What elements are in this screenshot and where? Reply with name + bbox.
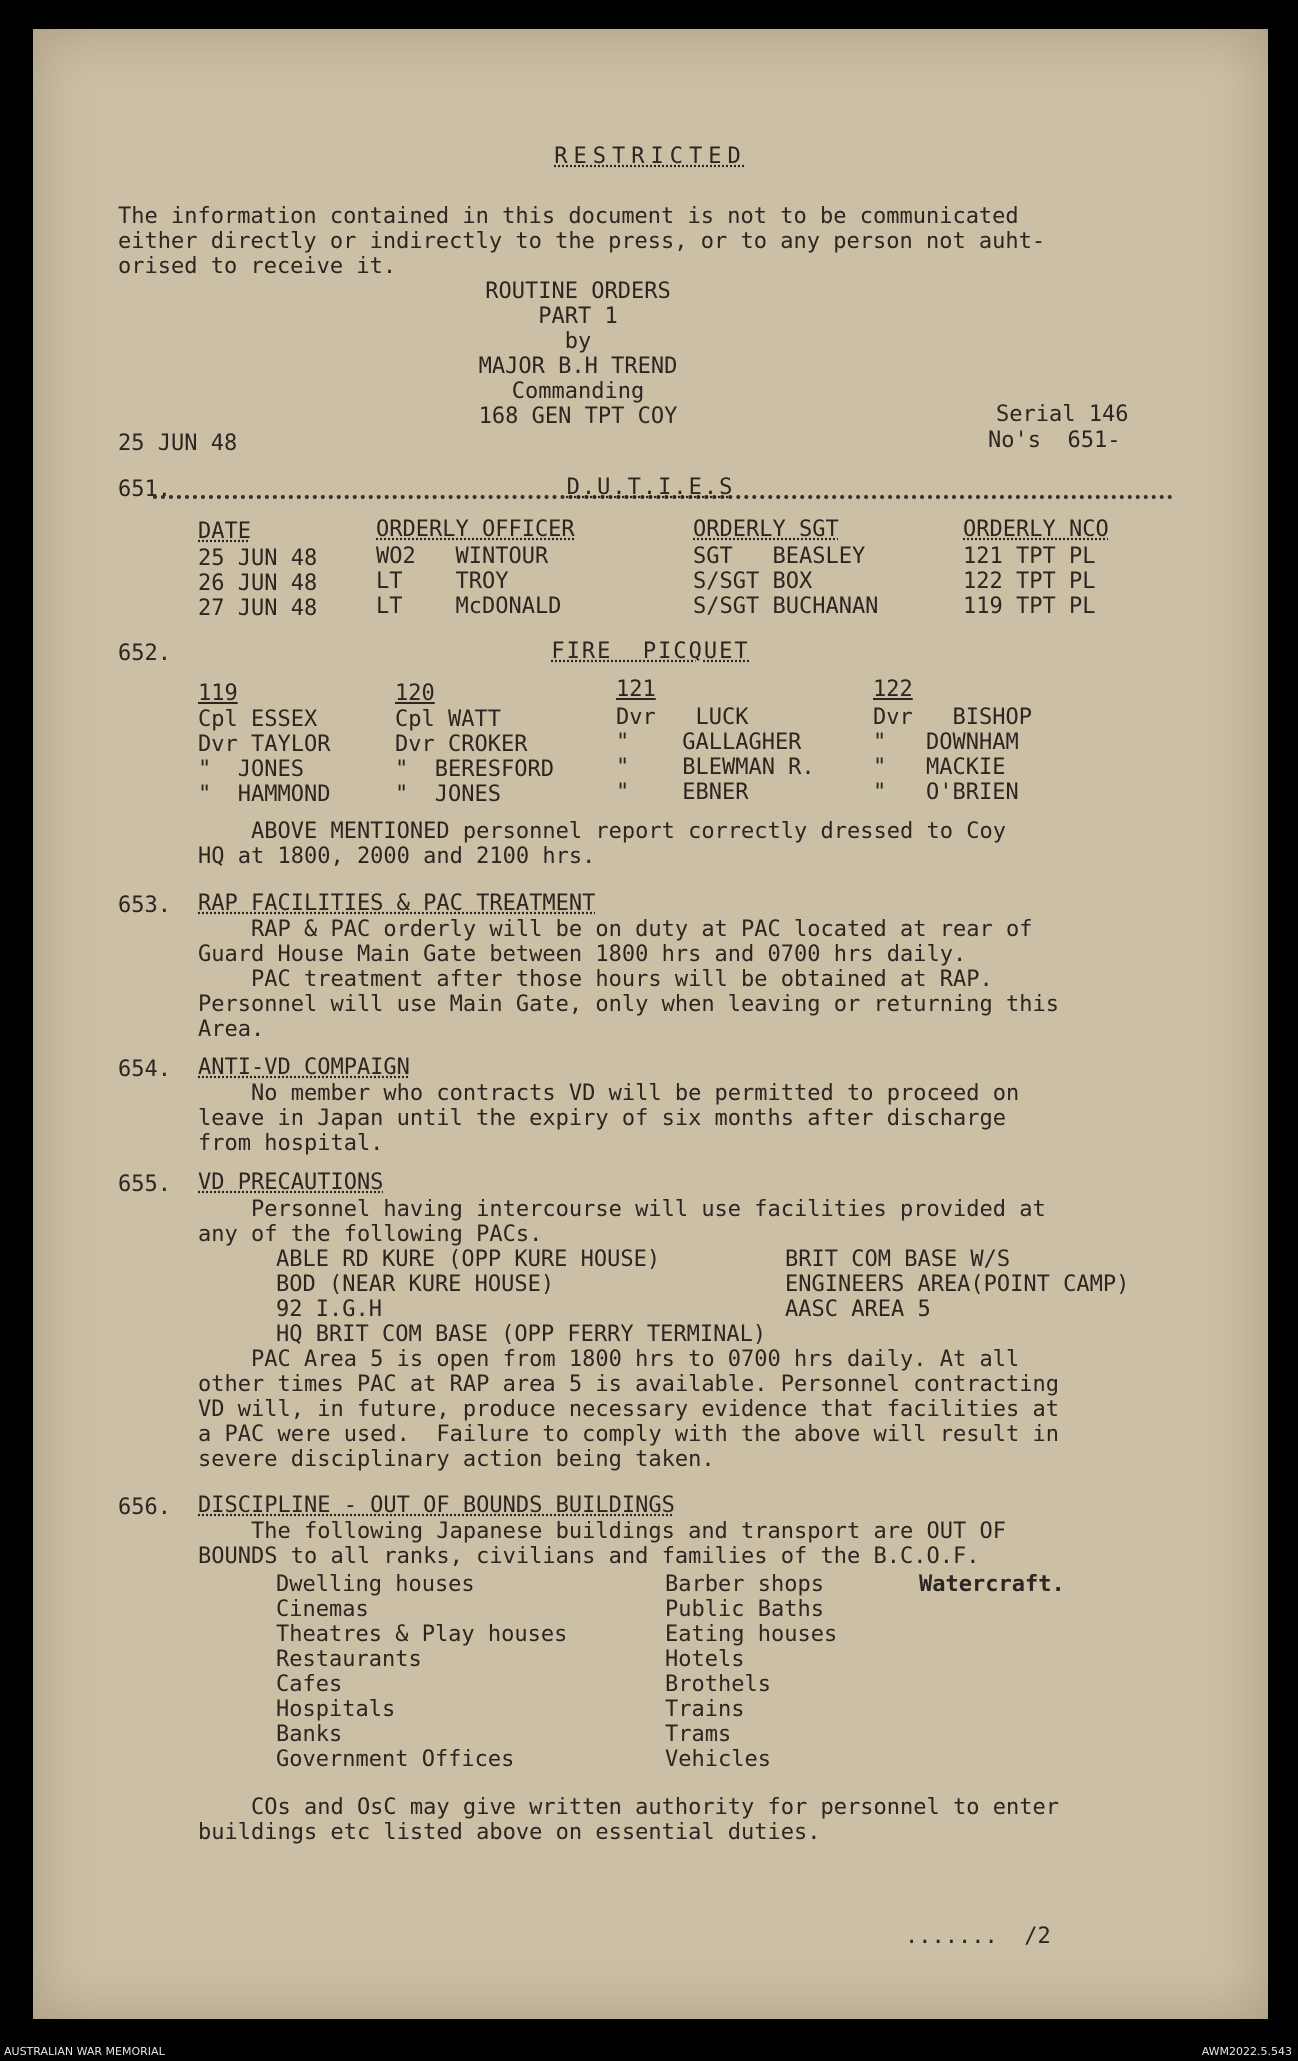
archive-credit: AUSTRALIAN WAR MEMORIAL — [4, 2045, 165, 2058]
archive-reference: AWM2022.5.543 — [1201, 2045, 1292, 2058]
section-text: from hospital. — [198, 1131, 384, 1156]
title-line: PART 1 — [538, 304, 618, 329]
picquet-cell: " MACKIE — [873, 755, 1006, 780]
platoon-number: 119 — [198, 681, 238, 706]
picquet-cell: " BLEWMAN R. — [616, 755, 815, 780]
col-header-date: DATE — [198, 519, 251, 544]
out-of-bounds-item: Trams — [665, 1722, 732, 1747]
section-title: DISCIPLINE - OUT OF BOUNDS BUILDINGS — [198, 1493, 675, 1518]
section-text: other times PAC at RAP area 5 is available. Personnel contracting — [198, 1372, 1059, 1397]
section-text: PAC treatment after those hours will be obtained at RAP. — [198, 967, 993, 992]
section-text: buildings etc listed above on essential duties. — [198, 1820, 821, 1845]
duty-cell: LT McDONALD — [376, 594, 562, 619]
out-of-bounds-item: Cinemas — [276, 1597, 369, 1622]
picquet-cell: " HAMMOND — [198, 782, 331, 807]
section-number: 656. — [118, 1495, 171, 1520]
duty-cell: WO2 WINTOUR — [376, 544, 549, 569]
picquet-cell: " DOWNHAM — [873, 730, 1019, 755]
section-text: severe disciplinary action being taken. — [198, 1447, 715, 1472]
duty-cell: 121 TPT PL — [963, 544, 1096, 569]
pac-location: ABLE RD KURE (OPP KURE HOUSE) — [276, 1247, 661, 1272]
section-title: FIRE PICQUET — [551, 639, 750, 664]
picquet-cell: " JONES — [395, 782, 501, 807]
platoon-number: 122 — [873, 677, 913, 702]
title-line: by — [564, 329, 592, 354]
section-text: PAC Area 5 is open from 1800 hrs to 0700 hrs daily. At all — [198, 1347, 1020, 1372]
notice-line: either directly or indirectly to the press, or to any person not auht- — [118, 229, 1046, 254]
pac-location: AASC AREA 5 — [785, 1297, 931, 1322]
platoon-number: 121 — [616, 677, 656, 702]
picquet-cell: " BERESFORD — [395, 757, 554, 782]
section-text: RAP & PAC orderly will be on duty at PAC located at rear of — [198, 917, 1033, 942]
duty-cell: 26 JUN 48 — [198, 571, 318, 596]
picquet-cell: " JONES — [198, 757, 304, 782]
pac-location: HQ BRIT COM BASE (OPP FERRY TERMINAL) — [276, 1322, 767, 1347]
col-header-nco: ORDERLY NCO — [963, 517, 1109, 542]
duty-cell: 119 TPT PL — [963, 594, 1096, 619]
notice-line: orised to receive it. — [118, 254, 397, 279]
section-number: 651. — [118, 477, 171, 502]
out-of-bounds-item: Dwelling houses — [276, 1572, 475, 1597]
section-text: any of the following PACs. — [198, 1222, 543, 1247]
section-text: Personnel will use Main Gate, only when leaving or returning this — [198, 992, 1059, 1017]
serial-number: Serial 146 — [996, 402, 1129, 427]
section-number: 654. — [118, 1057, 171, 1082]
duty-cell: S/SGT BOX — [693, 569, 813, 594]
section-title: RAP FACILITIES & PAC TREATMENT — [198, 891, 596, 916]
order-numbers: No's 651- — [988, 428, 1121, 453]
section-number: 653. — [118, 893, 171, 918]
duty-cell: 27 JUN 48 — [198, 596, 318, 621]
notice-line: The information contained in this document is not to be communicated — [118, 204, 1019, 229]
section-text: leave in Japan until the expiry of six months after discharge — [198, 1106, 1006, 1131]
col-header-sgt: ORDERLY SGT — [693, 517, 839, 542]
out-of-bounds-item: Hospitals — [276, 1697, 396, 1722]
title-line: 168 GEN TPT COY — [478, 404, 678, 429]
section-title: ANTI-VD COMPAIGN — [198, 1055, 410, 1080]
picquet-cell: Dvr BISHOP — [873, 705, 1032, 730]
section-text: COs and OsC may give written authority for personnel to enter — [198, 1795, 1059, 1820]
picquet-cell: " GALLAGHER — [616, 730, 802, 755]
platoon-number: 120 — [395, 681, 435, 706]
section-text: The following Japanese buildings and transport are OUT OF — [198, 1519, 1006, 1544]
out-of-bounds-item: Public Baths — [665, 1597, 824, 1622]
duty-cell: 25 JUN 48 — [198, 546, 318, 571]
picquet-cell: " EBNER — [616, 780, 749, 805]
section-text: VD will, in future, produce necessary evidence that facilities at — [198, 1397, 1059, 1422]
section-text: a PAC were used. Failure to comply with the above will result in — [198, 1422, 1059, 1447]
section-text: Personnel having intercourse will use facilities provided at — [198, 1197, 1046, 1222]
picquet-cell: Dvr CROKER — [395, 732, 528, 757]
section-text: HQ at 1800, 2000 and 2100 hrs. — [198, 844, 596, 869]
duty-cell: SGT BEASLEY — [693, 544, 866, 569]
out-of-bounds-item: Theatres & Play houses — [276, 1622, 568, 1647]
picquet-cell: Cpl WATT — [395, 707, 501, 732]
pac-location: 92 I.G.H — [276, 1297, 382, 1322]
duty-cell: S/SGT BUCHANAN — [693, 594, 879, 619]
classification-heading: RESTRICTED — [554, 144, 747, 169]
pac-location: BRIT COM BASE W/S — [785, 1247, 1011, 1272]
out-of-bounds-item: Hotels — [665, 1647, 745, 1672]
pac-location: ENGINEERS AREA(POINT CAMP) — [785, 1272, 1130, 1297]
picquet-cell: Dvr TAYLOR — [198, 732, 331, 757]
pac-location: BOD (NEAR KURE HOUSE) — [276, 1272, 555, 1297]
section-title: VD PRECAUTIONS — [198, 1170, 384, 1195]
out-of-bounds-item: Watercraft. — [919, 1572, 1065, 1597]
order-date: 25 JUN 48 — [118, 431, 238, 456]
out-of-bounds-item: Banks — [276, 1722, 343, 1747]
duty-cell: LT TROY — [376, 569, 509, 594]
out-of-bounds-item: Barber shops — [665, 1572, 824, 1597]
picquet-cell: " O'BRIEN — [873, 780, 1019, 805]
out-of-bounds-item: Cafes — [276, 1672, 343, 1697]
section-title: D.U.T.I.E.S — [566, 475, 735, 500]
out-of-bounds-item: Restaurants — [276, 1647, 422, 1672]
section-number: 655. — [118, 1172, 171, 1197]
section-text: ABOVE MENTIONED personnel report correctly dressed to Coy — [198, 819, 1006, 844]
title-line: MAJOR B.H TREND — [478, 354, 678, 379]
col-header-officer: ORDERLY OFFICER — [376, 517, 575, 542]
section-text: Area. — [198, 1017, 265, 1042]
section-text: No member who contracts VD will be permitted to proceed on — [198, 1081, 1020, 1106]
out-of-bounds-item: Government Offices — [276, 1747, 515, 1772]
duty-cell: 122 TPT PL — [963, 569, 1096, 594]
page-continuation: ....... /2 — [905, 1924, 1051, 1949]
out-of-bounds-item: Trains — [665, 1697, 745, 1722]
out-of-bounds-item: Vehicles — [665, 1747, 771, 1772]
title-line: ROUTINE ORDERS — [485, 279, 671, 304]
title-line: Commanding — [511, 379, 645, 404]
section-text: BOUNDS to all ranks, civilians and families of the B.C.O.F. — [198, 1544, 980, 1569]
section-number: 652. — [118, 641, 171, 666]
out-of-bounds-item: Eating houses — [665, 1622, 838, 1647]
picquet-cell: Dvr LUCK — [616, 705, 749, 730]
document-page — [33, 29, 1268, 2019]
out-of-bounds-item: Brothels — [665, 1672, 771, 1697]
section-text: Guard House Main Gate between 1800 hrs and 0700 hrs daily. — [198, 942, 967, 967]
picquet-cell: Cpl ESSEX — [198, 707, 318, 732]
